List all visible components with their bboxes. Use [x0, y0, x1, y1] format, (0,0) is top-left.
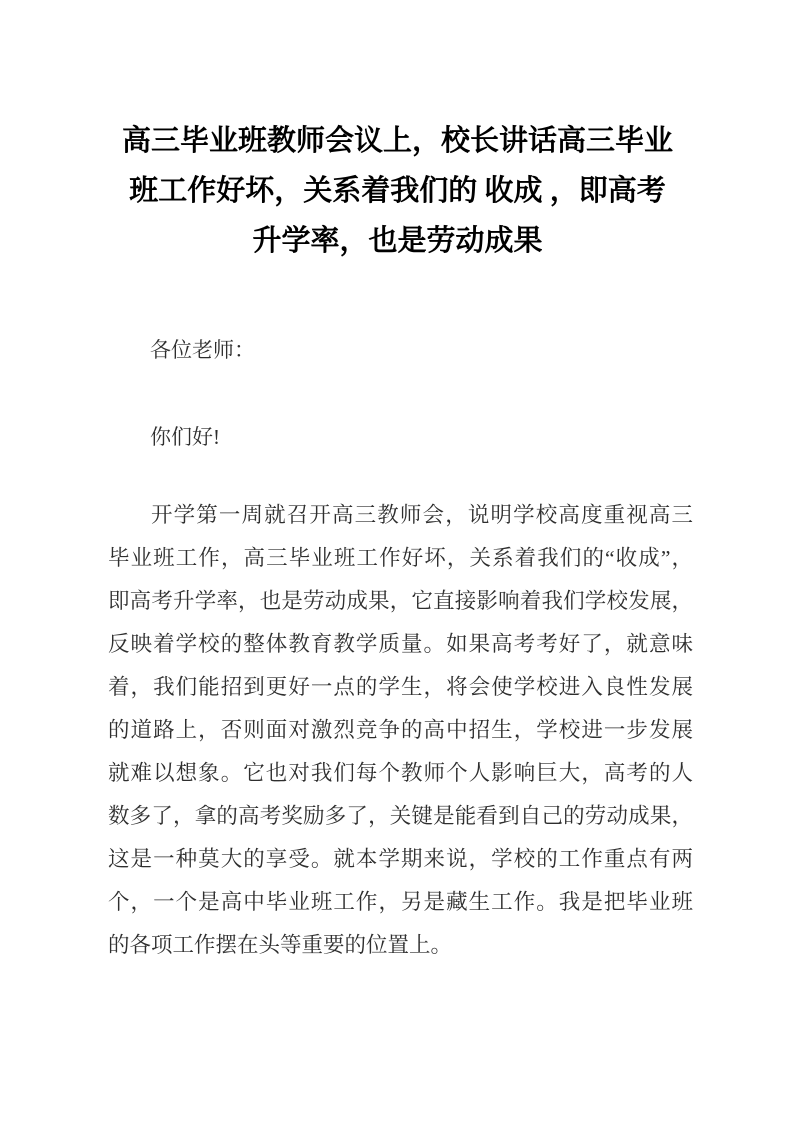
title-line-3: 升学率，也是劳动成果	[252, 225, 543, 257]
paragraph-line: 的道路上，否则面对激烈竞争的高中招生，学校进一步发展	[108, 718, 693, 742]
salutation-line: 你们好!	[150, 425, 220, 449]
paragraph-line: 就难以想象。它也对我们每个教师个人影响巨大，高考的人	[108, 761, 693, 785]
paragraph-line: 毕业班工作，高三毕业班工作好坏，关系着我们的“收成”，	[108, 546, 693, 570]
paragraph-line: 反映着学校的整体教育教学质量。如果高考考好了，就意味	[108, 632, 693, 656]
paragraph-line: 的各项工作摆在头等重要的位置上。	[108, 933, 453, 957]
paragraph-line: 数多了，拿的高考奖励多了，关键是能看到自己的劳动成果，	[108, 804, 693, 828]
paragraph-line: 开学第一周就召开高三教师会，说明学校高度重视高三	[151, 503, 693, 527]
paragraph-line: 个，一个是高中毕业班工作，另是藏生工作。我是把毕业班	[108, 890, 693, 914]
body-paragraph	[108, 494, 693, 967]
title-line-1: 高三毕业班教师会议上，校长讲话高三毕业	[121, 125, 673, 157]
paragraph-line: 这是一种莫大的享受。就本学期来说，学校的工作重点有两	[108, 847, 693, 871]
paragraph-line: 着，我们能招到更好一点的学生，将会使学校进入良性发展	[108, 675, 693, 699]
paragraph-line: 即高考升学率，也是劳动成果，它直接影响着我们学校发展，	[108, 589, 693, 613]
document-title	[112, 0, 683, 266]
greeting-line: 各位老师：	[150, 338, 255, 362]
title-line-2: 班工作好坏，关系着我们的 收成 ，即高考	[129, 175, 666, 207]
